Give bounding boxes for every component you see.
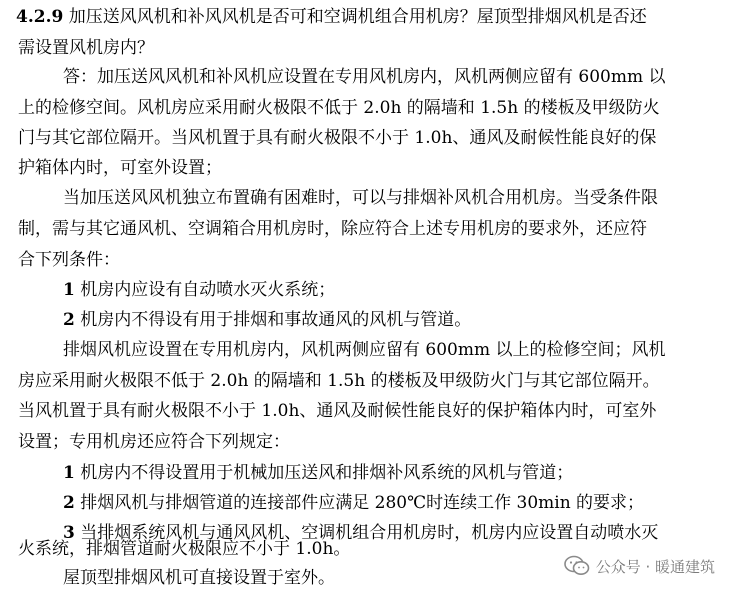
answer-paragraph-line: 答：加压送风风机和补风机应设置在专用风机房内，风机两侧应留有 600mm 以 — [63, 67, 666, 87]
answer-paragraph-line: 门与其它部位隔开。当风机置于具有耐火极限不小于 1.0h、通风及耐候性能良好的保 — [18, 128, 657, 148]
paragraph-line: 当风机置于具有耐火极限不小于 1.0h、通风及耐候性能良好的保护箱体内时，可室外 — [18, 401, 657, 421]
list-item — [63, 458, 573, 489]
paragraph-line: 屋顶型排烟风机可直接设置于室外。 — [63, 568, 335, 588]
paragraph-line: 房应采用耐火极限不低于 2.0h 的隔墙和 1.5h 的楼板及甲级防火门与其它部位隔开。 — [18, 371, 660, 391]
list-text: 机房内应设有自动喷水灭火系统； — [74, 280, 336, 300]
heading-line-cont: 需设置风机房内？ — [18, 38, 154, 58]
list-text: 机房内不得设置用于机械加压送风和排烟补风系统的风机与管道； — [74, 463, 574, 483]
list-text: 机房内不得设有用于排烟和事故通风的风机与管道。 — [74, 310, 472, 330]
list-item — [63, 275, 335, 306]
list-item — [63, 488, 644, 519]
answer-paragraph-line: 护箱体内时，可室外设置； — [18, 158, 222, 178]
list-number: 1 — [63, 463, 75, 483]
wechat-icon — [564, 555, 590, 577]
watermark — [564, 552, 715, 580]
list-number: 2 — [63, 493, 75, 513]
list-item — [63, 305, 471, 336]
list-number: 1 — [63, 280, 75, 300]
list-number: 2 — [63, 310, 75, 330]
watermark-text: 公众号 · 暖通建筑 — [595, 557, 715, 576]
paragraph-line: 制，需与其它通风机、空调箱合用机房时，除应符合上述专用机房的要求外，还应符 — [18, 219, 647, 239]
paragraph-line: 排烟风机应设置在专用机房内，风机两侧应留有 600mm 以上的检修空间；风机 — [63, 340, 666, 360]
paragraph-line: 合下列条件： — [18, 250, 120, 270]
list-text: 当排烟系统风机与通风风机、空调机组合用机房时，机房内应设置自动喷水灭 — [74, 523, 659, 543]
heading-text: 加压送风风机和补风风机是否可和空调机组合用机房？屋顶型排烟风机是否还 — [63, 7, 647, 27]
paragraph-line: 当加压送风风机独立布置确有困难时，可以与排烟补风机合用机房。当受条件限 — [63, 188, 658, 208]
list-item-cont: 火系统，排烟管道耐火极限应不小于 1.0h。 — [18, 539, 351, 559]
heading-line — [16, 2, 647, 33]
paragraph-line: 设置；专用机房还应符合下列规定： — [18, 432, 290, 452]
list-number: 3 — [63, 523, 75, 543]
list-text: 排烟风机与排烟管道的连接部件应满足 280℃时连续工作 30min 的要求； — [74, 493, 645, 513]
answer-paragraph-line: 上的检修空间。风机房应采用耐火极限不低于 2.0h 的隔墙和 1.5h 的楼板及甲级防火 — [18, 98, 660, 118]
clause-number: 4.2.9 — [16, 7, 64, 27]
